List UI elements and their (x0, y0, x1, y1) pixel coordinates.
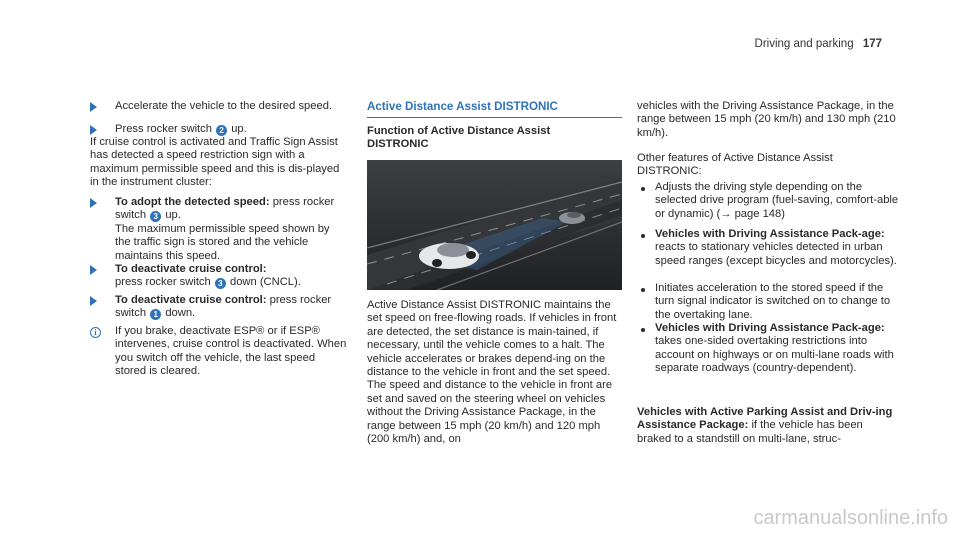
adopt-note: The maximum permissible speed shown by the traffic sign is stored and the vehicle maintains this speed. (115, 222, 330, 262)
info-icon: i (90, 327, 101, 338)
distronic-paragraph: Active Distance Assist DISTRONIC maintains the set speed on free-flowing roads. If vehicles in front are detected, the set distance is main-tained, if necessary, until the vehicle comes to a halt. The vehicle accelerates or brakes depend-ing on the distance to the vehicle in front and the set speed. The speed and distance to the vehicle in front are set and saved on the steering wheel on vehicles without the Driving Assistance Package, in the range between 15 mph (20 km/h) and 120 mph (200 km/h) and, on (367, 299, 617, 446)
feature-acceleration: Initiates acceleration to the stored speed if the turn signal indicator is switched on to change to the overtaking lane. (655, 282, 891, 321)
other-features-intro: Other features of Active Distance Assist DISTRONIC: (637, 152, 833, 178)
step-arrow-icon (90, 296, 97, 306)
section-title: Driving and parking (754, 38, 854, 50)
feature-drive-program: Adjusts the driving style depending on the selected drive program (fuel-saving, comfort-able or dynamic) (→ page 148) (655, 181, 899, 220)
step-arrow-icon (90, 125, 97, 135)
info-note: If you brake, deactivate ESP® or if ESP® intervenes, cruise control is deactivated. When you switch off the vehicle, the last speed stored is cleared. (115, 325, 347, 378)
speed-range-paragraph: vehicles with the Driving Assistance Package, in the range between 15 mph (20 km/h) and 130 mph (210 km/h). (637, 100, 896, 139)
switch-2-icon: 2 (216, 125, 227, 136)
bullet-icon (641, 187, 645, 191)
page-header (755, 38, 882, 51)
section-heading: Active Distance Assist DISTRONIC (367, 100, 558, 113)
subheading: Function of Active Distance Assist DISTRONIC (367, 125, 551, 151)
watermark: carmanualsonline.info (753, 506, 948, 529)
parking-assist-paragraph: Vehicles with Active Parking Assist and Driv-ing Assistance Package: if the vehicle has been braked to a standstill on multi-lane, struc- (637, 406, 893, 445)
bullet-icon (641, 288, 645, 292)
step-accelerate: Accelerate the vehicle to the desired speed. (115, 100, 333, 112)
feature-stationary-vehicles: Vehicles with Driving Assistance Pack-age: reacts to stationary vehicles detected in urban speed ranges (except bicycles and motorcycles). (655, 228, 897, 267)
road-illustration-icon (367, 160, 622, 290)
page-number: 177 (862, 38, 882, 50)
switch-3-icon: 3 (150, 211, 161, 222)
traffic-sign-note: If cruise control is activated and Traffic Sign Assist has detected a speed restriction sign with a maximum permissible speed and this is dis-played in the instrument cluster: (90, 136, 340, 189)
step-press-up: Press rocker switch 2 up. (115, 123, 247, 135)
switch-3-icon: 3 (215, 278, 226, 289)
bullet-icon (641, 234, 645, 238)
step-arrow-icon (90, 265, 97, 275)
feature-overtaking: Vehicles with Driving Assistance Pack-age: takes one-sided overtaking restrictions into account on highways or on multi-lane roads with separate roadways (country-dependent). (655, 322, 894, 375)
step-arrow-icon (90, 198, 97, 208)
car-on-motorway-image (367, 160, 622, 290)
bullet-icon (641, 328, 645, 332)
step-deactivate-cncl: To deactivate cruise control: press rocker switch 3 down (CNCL). (115, 263, 301, 289)
heading-rule (367, 117, 622, 118)
step-arrow-icon (90, 102, 97, 112)
switch-1-icon: 1 (150, 309, 161, 320)
step-adopt-speed: To adopt the detected speed: press rocker switch 3 up. The maximum permissible speed shown by the traffic sign is stored and the vehicle maintains this speed. (115, 196, 335, 262)
step-deactivate-down: To deactivate cruise control: press rocker switch 1 down. (115, 294, 332, 320)
